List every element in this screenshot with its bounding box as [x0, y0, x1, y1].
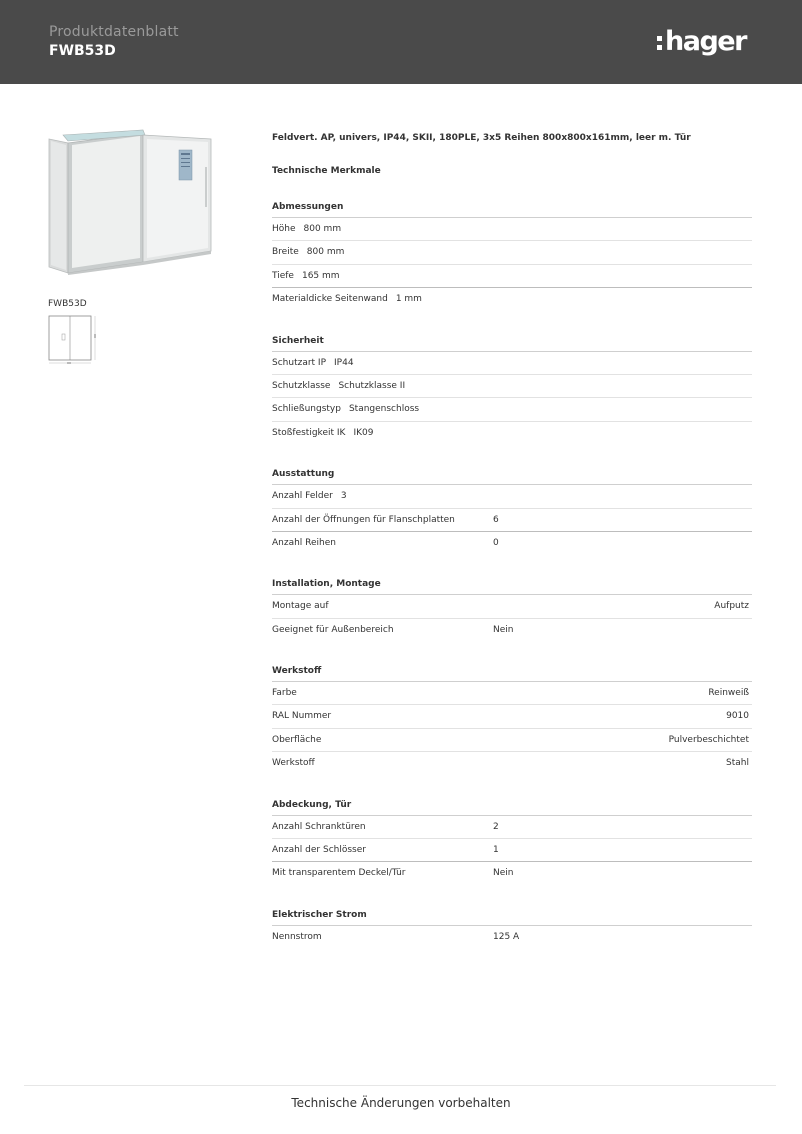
spec-value: Stangenschloss — [348, 404, 420, 415]
spec-label: Höhe — [272, 224, 296, 234]
product-details — [272, 126, 752, 949]
section-title: Sicherheit — [272, 331, 752, 352]
spec-value: 1 — [493, 845, 499, 856]
spec-row — [272, 352, 752, 375]
spec-row — [272, 682, 752, 705]
section-title: Abdeckung, Tür — [272, 795, 752, 816]
spec-label: Schutzart IP — [272, 357, 327, 368]
spec-row — [272, 752, 752, 775]
dimension-drawing-thumbnail[interactable] — [46, 314, 100, 366]
product-code: FWB53D — [49, 43, 116, 59]
spec-value: Schutzklasse II — [338, 380, 406, 391]
spec-label: Schutzklasse — [272, 380, 331, 391]
spec-label: Nennstrom — [272, 931, 322, 942]
spec-label: Werkstoff — [272, 758, 315, 769]
spec-row — [272, 839, 752, 862]
footer-note: Technische Änderungen vorbehalten — [291, 1096, 511, 1110]
spec-value: 2 — [493, 821, 499, 832]
spec-row — [272, 241, 752, 264]
section-abmessungen — [272, 197, 752, 312]
spec-row — [272, 218, 752, 241]
spec-value: IK09 — [353, 427, 374, 438]
spec-value: Aufputz — [714, 601, 749, 612]
logo-dots-icon — [657, 36, 662, 50]
spec-value: 0 — [493, 537, 499, 548]
spec-row — [272, 288, 752, 311]
spec-label: RAL Nummer — [272, 711, 332, 722]
thumbnail-label: FWB53D — [48, 299, 87, 309]
spec-label: Stoßfestigkeit IK — [272, 427, 346, 438]
hager-logo — [657, 24, 746, 58]
spec-value: 9010 — [726, 711, 749, 722]
section-ausstattung — [272, 464, 752, 555]
spec-row — [272, 595, 752, 618]
spec-value: 3 — [340, 491, 347, 502]
spec-row — [272, 509, 752, 532]
spec-row — [272, 816, 752, 839]
spec-row — [272, 926, 752, 949]
spec-value: Pulverbeschichtet — [668, 734, 749, 745]
spec-value: 800 mm — [306, 247, 345, 258]
spec-row — [272, 532, 752, 555]
spec-label: Materialdicke Seitenwand — [272, 294, 388, 305]
spec-row — [272, 485, 752, 508]
section-title: Elektrischer Strom — [272, 905, 752, 926]
section-title: Werkstoff — [272, 661, 752, 682]
section-title: Abmessungen — [272, 197, 752, 218]
section-abdeckung — [272, 795, 752, 886]
section-werkstoff — [272, 661, 752, 776]
product-image — [48, 127, 214, 275]
spec-label: Anzahl Felder — [272, 491, 333, 502]
spec-value: Nein — [493, 868, 514, 879]
section-title: Ausstattung — [272, 464, 752, 485]
spec-row — [272, 619, 752, 642]
spec-label: Montage auf — [272, 601, 329, 612]
product-title: Feldvert. AP, univers, IP44, SKII, 180PLE, 3x5 Reihen 800x800x161mm, leer m. Tür — [272, 133, 691, 143]
spec-row — [272, 729, 752, 752]
section-installation — [272, 574, 752, 642]
spec-label: Anzahl der Öffnungen für Flanschplatten — [272, 514, 455, 525]
spec-value: Nein — [493, 624, 514, 635]
spec-value: 6 — [493, 514, 499, 525]
spec-label: Tiefe — [272, 270, 294, 281]
spec-row — [272, 398, 752, 421]
spec-row — [272, 862, 752, 885]
spec-label: Anzahl Schranktüren — [272, 821, 366, 832]
spec-label: Farbe — [272, 688, 297, 699]
spec-value: 125 A — [493, 931, 520, 942]
document-kind: Produktdatenblatt — [49, 24, 179, 40]
spec-value: 165 mm — [301, 270, 340, 281]
spec-value: Reinweiß — [708, 688, 749, 699]
features-heading: Technische Merkmale — [272, 166, 381, 176]
spec-label: Mit transparentem Deckel/Tür — [272, 868, 406, 879]
spec-label: Anzahl der Schlösser — [272, 845, 366, 856]
spec-row — [272, 375, 752, 398]
section-title: Installation, Montage — [272, 574, 752, 595]
spec-row — [272, 422, 752, 445]
spec-label: Breite — [272, 247, 299, 258]
spec-value: Stahl — [726, 758, 749, 769]
spec-row — [272, 705, 752, 728]
footer-divider — [24, 1085, 776, 1086]
spec-value: IP44 — [334, 357, 354, 368]
spec-value: 800 mm — [303, 224, 342, 234]
spec-row — [272, 265, 752, 288]
spec-label: Schließungstyp — [272, 404, 341, 415]
spec-label: Anzahl Reihen — [272, 537, 336, 548]
page-header — [0, 0, 802, 84]
spec-label: Oberfläche — [272, 734, 322, 745]
section-elektrischer-strom — [272, 905, 752, 949]
spec-label: Geeignet für Außenbereich — [272, 624, 394, 635]
logo-wordmark: hager — [665, 25, 746, 57]
spec-value: 1 mm — [395, 294, 422, 305]
section-sicherheit — [272, 331, 752, 446]
